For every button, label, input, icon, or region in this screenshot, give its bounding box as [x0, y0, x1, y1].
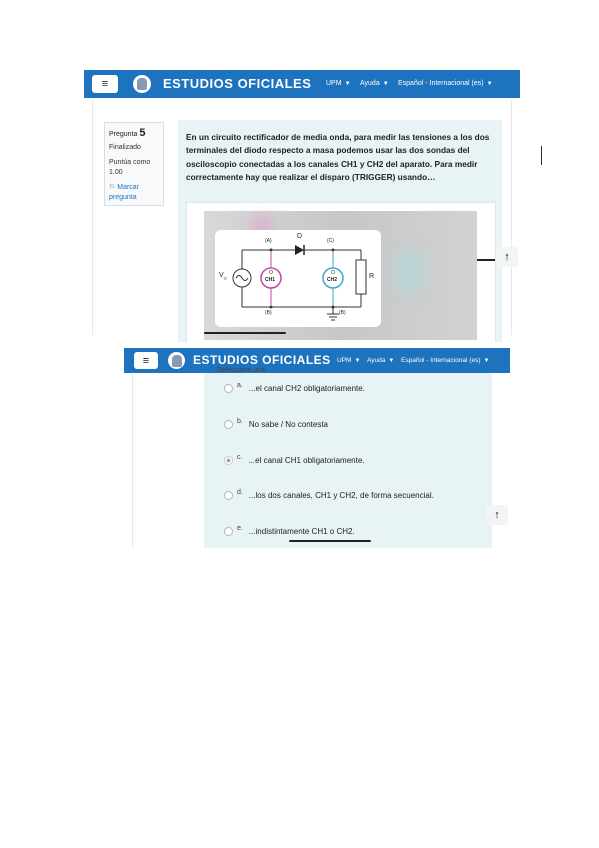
column-divider [132, 374, 133, 548]
question-number-value: 5 [139, 127, 146, 139]
answer-text: ...los dos canales, CH1 y CH2, de forma secuencial. [248, 491, 434, 500]
radio-c[interactable] [224, 456, 233, 465]
answer-letter: d. [237, 489, 243, 496]
menu-icon[interactable]: ≡ [134, 352, 158, 369]
radio-a[interactable] [224, 384, 233, 393]
site-title[interactable]: ESTUDIOS OFICIALES [163, 76, 312, 91]
circuit-svg [215, 230, 381, 327]
back-to-top-button[interactable] [496, 247, 518, 267]
nav-language[interactable] [398, 80, 493, 87]
answer-text: ...el canal CH2 obligatoriamente. [248, 384, 365, 393]
screenshot-top [84, 70, 520, 342]
arrow-up-icon: ↑ [494, 509, 500, 521]
question-number [109, 127, 146, 139]
diode-icon [295, 245, 304, 255]
screenshot-bottom [124, 348, 510, 548]
nav-language-label: Español - Internacional (es) [401, 357, 481, 364]
menu-icon[interactable]: ≡ [92, 75, 118, 93]
answers-header: Seleccione una: [217, 367, 267, 374]
nav-upm[interactable] [337, 357, 360, 364]
node-a-label: (A) [265, 238, 272, 244]
circuit-diagram [215, 230, 381, 327]
answer-text: ...el canal CH1 obligatoriamente. [248, 456, 365, 465]
answer-letter: c. [237, 454, 243, 461]
chevron-down-icon: ▼ [388, 358, 395, 364]
site-title[interactable]: ESTUDIOS OFICIALES [193, 353, 331, 367]
chevron-down-icon: ▼ [382, 81, 389, 87]
arrow-up-icon: ↑ [504, 251, 510, 263]
question-text: En un circuito rectificador de media onda, para medir las tensiones a los dos terminales del diodo respecto a masa podemos usar las dos sondas del osciloscopio conectadas a los canales CH1 y CH2 del aparato. Para medir correctamente hay que realizar el disparo (TRIGGER) usando… [186, 132, 490, 183]
nav-ayuda[interactable] [367, 357, 394, 364]
nav-upm-label: UPM [326, 80, 342, 87]
chevron-down-icon: ▼ [483, 358, 490, 364]
top-navbar [84, 70, 520, 98]
blur-artifact [394, 251, 424, 291]
back-to-top-button[interactable] [486, 505, 508, 525]
question-label: Pregunta [109, 131, 138, 138]
source-label-main: V [219, 272, 224, 279]
answer-option-d[interactable] [224, 491, 434, 500]
nav-ayuda[interactable] [360, 80, 389, 87]
question-score: Puntúa como 1.00 [109, 159, 151, 176]
home-indicator [289, 540, 371, 542]
answer-option-a[interactable] [224, 384, 365, 393]
answer-text: No sabe / No contesta [248, 420, 328, 429]
node-b2-label: (B) [339, 310, 346, 316]
node-c-label: (C) [327, 238, 334, 244]
diode-label: D [297, 233, 303, 240]
flag-icon: ⚐ [109, 184, 116, 191]
scroll-line [477, 259, 495, 261]
nav-language-label: Español - Internacional (es) [398, 80, 484, 87]
ch1-label: CH1 [265, 277, 276, 283]
nav-ayuda-label: Ayuda [360, 80, 380, 87]
source-label-sub: G [223, 275, 227, 281]
answer-option-e[interactable] [224, 527, 355, 536]
answer-text: ...indistintamente CH1 o CH2. [248, 527, 355, 536]
answer-letter: e. [237, 525, 243, 532]
answer-option-b[interactable] [224, 420, 328, 429]
flag-question-link[interactable] [109, 183, 161, 203]
nav-upm-label: UPM [337, 357, 352, 364]
question-info-box [104, 122, 164, 206]
chevron-down-icon: ▼ [344, 81, 351, 87]
nav-ayuda-label: Ayuda [367, 357, 386, 364]
ch1-o-label: O [269, 270, 273, 276]
question-status: Finalizado [109, 144, 141, 151]
top-navbar [124, 348, 510, 373]
university-logo-icon[interactable] [168, 352, 185, 369]
column-divider [511, 100, 512, 335]
chevron-down-icon: ▼ [354, 358, 361, 364]
ch2-o-label: O [331, 270, 335, 276]
resistor-label: R [369, 273, 375, 280]
university-logo-icon[interactable] [133, 75, 151, 93]
nav-upm[interactable] [326, 80, 351, 87]
circuit-photo [204, 211, 477, 340]
chevron-down-icon: ▼ [486, 81, 493, 87]
flag-question-label: Marcar pregunta [109, 184, 140, 201]
answer-option-c[interactable] [224, 456, 365, 465]
nav-language[interactable] [401, 357, 489, 364]
radio-e[interactable] [224, 527, 233, 536]
radio-b[interactable] [224, 420, 233, 429]
source-label [219, 272, 227, 280]
answer-letter: a. [237, 382, 243, 389]
radio-d[interactable] [224, 491, 233, 500]
scrollbar-indicator[interactable] [541, 146, 542, 165]
column-divider [92, 100, 93, 335]
answer-letter: b. [237, 418, 243, 425]
ch2-label: CH2 [327, 277, 338, 283]
node-b-label: (B) [265, 310, 272, 316]
home-indicator [204, 332, 286, 334]
